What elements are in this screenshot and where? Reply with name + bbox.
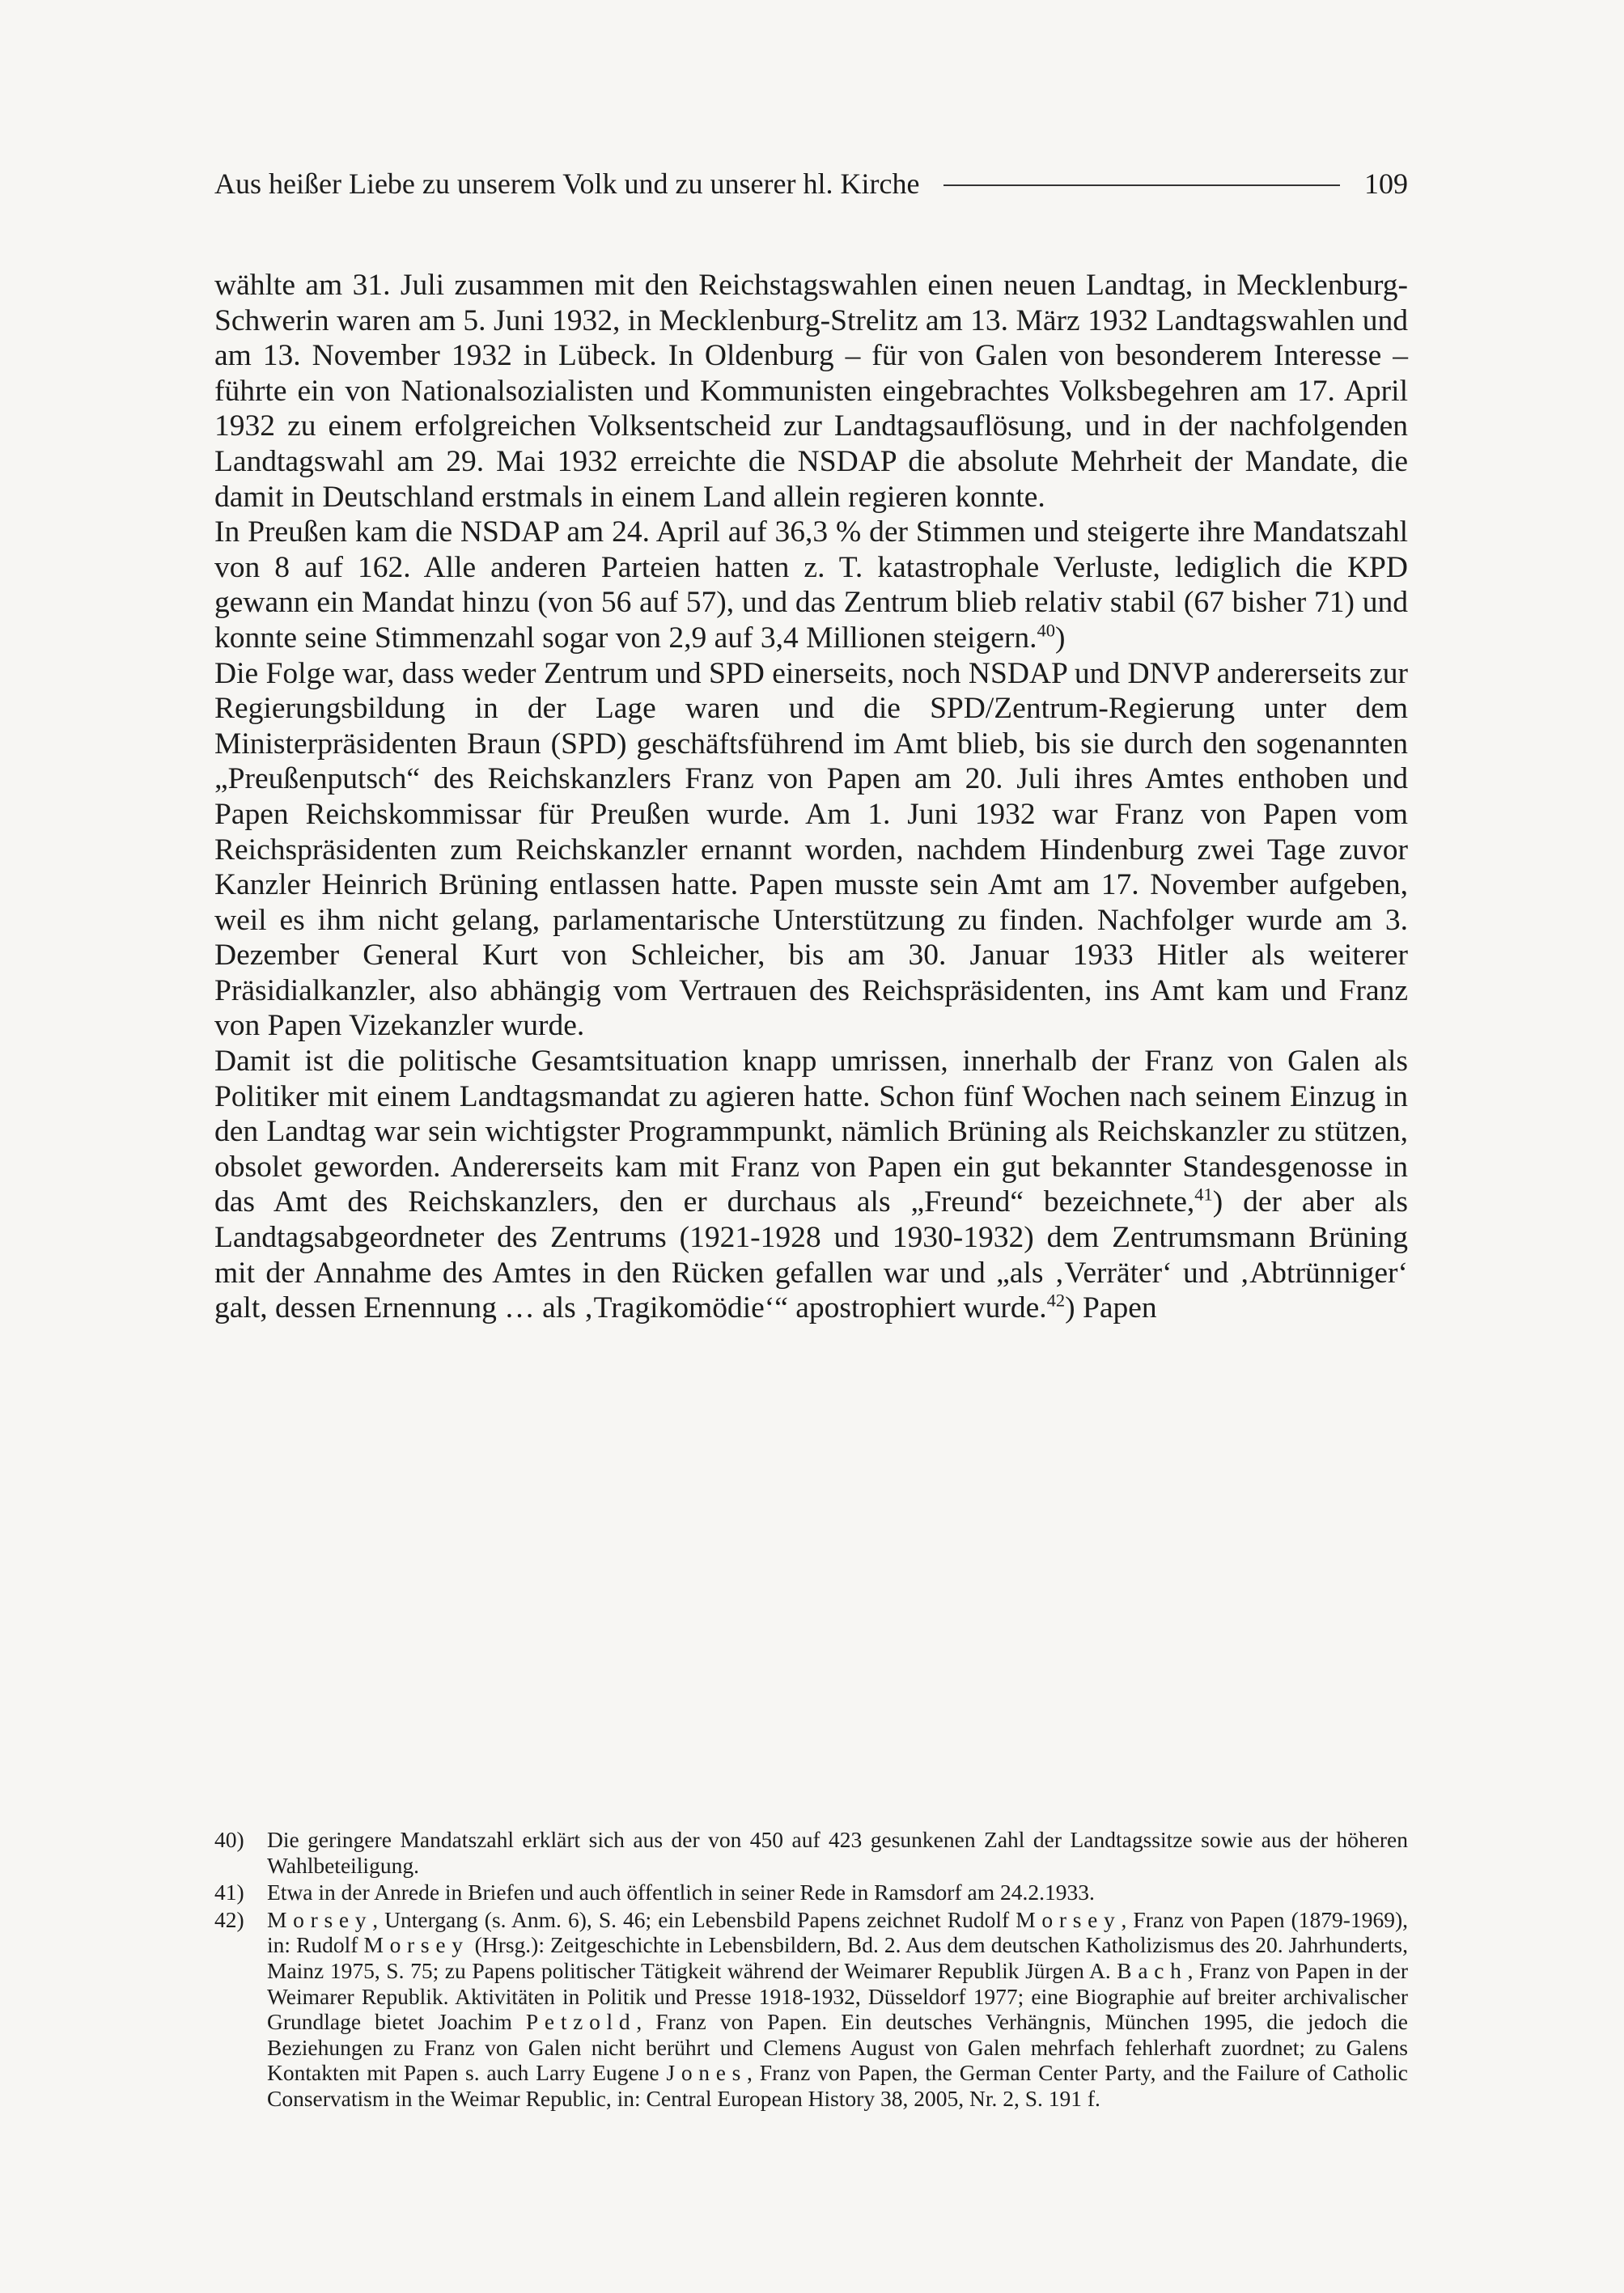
footnote-reference: 42 (1046, 1290, 1066, 1311)
running-head-rule (943, 184, 1340, 186)
text-run: , Franz von Papen, the German Center Party, and the Failure of Catholic Conservatism in the Weimar Republic, in: Central European History 38, 2005, Nr. 2, S. 191 f. (267, 2060, 1408, 2111)
footnote-reference: 40 (1037, 620, 1055, 641)
footnote-text (267, 1907, 1408, 2112)
text-run: ) Papen (1065, 1291, 1157, 1325)
paragraph (214, 515, 1408, 655)
footnote (214, 1827, 1408, 1878)
author-name: Morsey (1016, 1906, 1122, 1932)
footnote-reference: 41 (1194, 1184, 1213, 1205)
text-run: , Untergang (s. Anm. 6), S. 46; ein Lebensbild Papens zeichnet Rudolf (372, 1906, 1016, 1932)
text-run: Damit ist die politische Gesamtsituation knapp umrissen, innerhalb der Franz von Galen als Politiker mit einem Landtagsmandat zu agieren hatte. Schon fünf Wochen nach seinem Einzug in den Landtag war sein wichtigster Programmpunkt, nämlich Brüning als Reichskanzler zu stützen, obsolet geworden. Andererseits kam mit Franz von Papen ein gut bekannter Standesgenosse in das Amt des Reichskanzlers, den er durchaus als „Freund“ bezeichnete, (214, 1045, 1408, 1219)
text-run: Die Folge war, dass weder Zentrum und SPD einerseits, noch NSDAP und DNVP andererseits zur Regierungsbildung in der Lage waren und die SPD/Zentrum-Regierung unter dem Ministerpräsidenten Braun (SPD) geschäftsführend im Amt blieb, bis sie durch den sogenannten „Preußenputsch“ des Reichskanzlers Franz von Papen am 20. Juli ihres Amtes enthoben und Papen Reichskommissar für Preußen wurde. Am 1. Juni 1932 war Franz von Papen vom Reichspräsidenten zum Reichskanzler ernannt worden, nachdem Hindenburg zwei Tage zuvor Kanzler Heinrich Brüning entlassen hatte. Papen musste sein Amt am 17. November aufgeben, weil es ihm nicht gelang, parlamentarische Unterstützung zu finden. Nachfolger wurde am 3. Dezember General Kurt von Schleicher, bis am 30. Januar 1933 Hitler als weiterer Präsidialkanzler, also abhängig vom Vertrauen des Reichspräsidenten, ins Amt kam und Franz von Papen Vizekanzler wurde. (214, 656, 1408, 1043)
author-name: Jones (666, 2060, 748, 2086)
page-number: 109 (1364, 167, 1408, 200)
page (214, 166, 1409, 2111)
footnote-number: 40) (214, 1827, 244, 1852)
footnote (214, 1880, 1408, 1905)
body-text (214, 268, 1408, 1326)
footnote-text (267, 1880, 1408, 1905)
text-run: In Preußen kam die NSDAP am 24. April auf 36,3 % der Stimmen und steigerte ihre Mandatszahl von 8 auf 162. Alle anderen Parteien hatten z. T. katastrophale Verluste, lediglich die KPD gewann ein Mandat hinzu (von 56 auf 57), und das Zentrum blieb relativ stabil (67 bisher 71) und konnte seine Stimmenzahl sogar von 2,9 auf 3,4 Millionen steigern. (214, 515, 1408, 655)
footnote-text (267, 1827, 1408, 1878)
paragraph (214, 268, 1408, 515)
running-head (214, 166, 1408, 201)
paragraph (214, 1044, 1408, 1326)
text-run: Die geringere Mandatszahl erklärt sich aus der von 450 auf 423 gesunkenen Zahl der Landtagssitze sowie aus der höheren Wahlbeteiligung. (267, 1827, 1408, 1878)
text-run: wählte am 31. Juli zusammen mit den Reichstagswahlen einen neuen Landtag, in Mecklenburg-Schwerin waren am 5. Juni 1932, in Mecklenburg-Strelitz am 13. März 1932 Landtagswahlen und am 13. November 1932 in Lübeck. In Oldenburg – für von Galen von besonderem Interesse – führte ein von Nationalsozialisten und Kommunisten eingebrachtes Volksbegehren am 17. April 1932 zu einem erfolgreichen Volksentscheid zur Landtagsauflösung, und in der nachfolgenden Landtagswahl am 29. Mai 1932 erreichte die NSDAP die absolute Mehrheit der Mandate, die damit in Deutschland erstmals in einem Land allein regieren konnte. (214, 269, 1408, 514)
author-name: Petzold (525, 2009, 637, 2035)
footnote-number: 42) (214, 1906, 244, 1932)
text-run: ) (1054, 621, 1066, 655)
footnotes (214, 1827, 1408, 2113)
text-run: , Franz von Papen (1879-1969), in: Rudolf (267, 1906, 1408, 1958)
text-run: Etwa in der Anrede in Briefen und auch öffentlich in seiner Rede in Ramsdorf am 24.2.1933. (267, 1880, 1095, 1905)
text-run: ) der aber als Landtagsabgeordneter des Zentrums (1921-1928 und 1930-1932) dem Zentrumsmann Brüning mit der Annahme des Amtes in den Rücken gefallen war und „als ‚Verräter‘ und ‚Abtrünniger‘ galt, dessen Ernennung … als ‚Tragikomödie‘“ apostrophiert wurde. (214, 1185, 1408, 1325)
text-run: , Franz von Papen in der Weimarer Republik. Aktivitäten in Politik und Presse 1918-1932, Düsseldorf 1977; eine Biographie auf breiter archivalischer Grundlage bietet Joachim (267, 1957, 1408, 2035)
footnote (214, 1907, 1408, 2112)
author-name: Morsey (363, 1932, 469, 1958)
text-run: (Hrsg.): Zeitgeschichte in Lebensbildern, Bd. 2. Aus dem deutschen Katholizismus des 20. Jahrhunderts, Mainz 1975, S. 75; zu Papens politischer Tätigkeit während der Weimarer Republik Jürgen A. (267, 1932, 1409, 1983)
footnote-number: 41) (214, 1880, 244, 1905)
running-head-title: Aus heißer Liebe zu unserem Volk und zu unserer hl. Kirche (214, 167, 920, 200)
author-name: Morsey (267, 1906, 373, 1932)
author-name: Bach (1117, 1957, 1188, 1983)
text-run: , Franz von Papen. Ein deutsches Verhängnis, München 1995, die jedoch die Beziehungen zu Franz von Galen nicht berührt und Clemens August von Galen mehrfach fehlerhaft zuordnet; zu Galens Kontakten mit Papen s. auch Larry Eugene (267, 2009, 1408, 2086)
paragraph (214, 656, 1408, 1045)
